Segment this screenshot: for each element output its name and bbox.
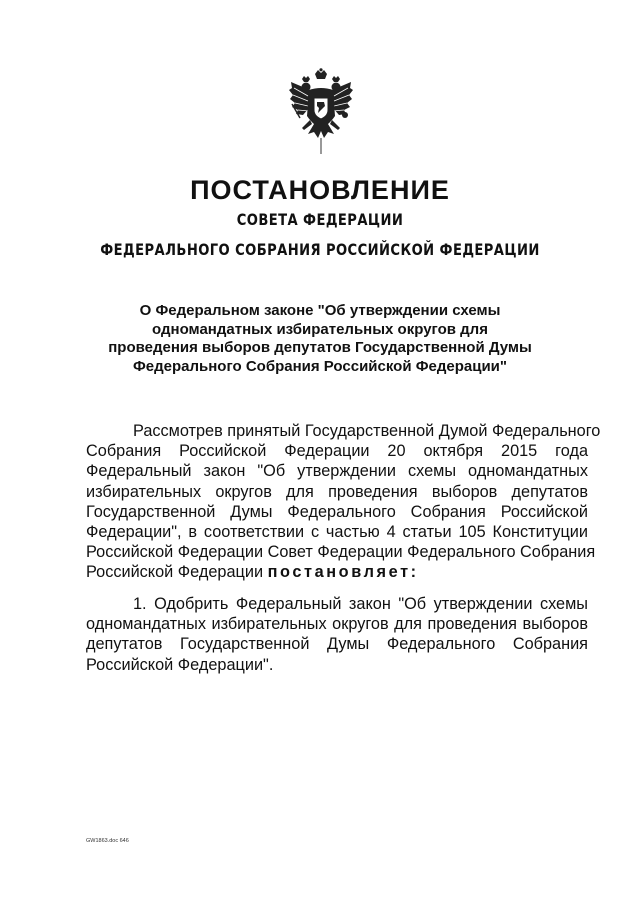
paragraph-line: Государственной Думы Федерального Собрания Российской: [86, 502, 588, 521]
paragraph-line: [86, 562, 588, 582]
paragraph-line: избирательных округов для проведения выборов депутатов: [86, 482, 588, 501]
document-code: GW1863.doc 646: [86, 838, 129, 844]
paragraph-line: Российской Федерации".: [86, 655, 274, 674]
resolves-keyword: постановляет:: [267, 563, 419, 582]
paragraph-line: Федерации", в соответствии с частью 4 статьи 105 Конституции: [86, 522, 588, 541]
paragraph-line: Федеральный закон "Об утверждении схемы одномандатных: [86, 462, 588, 481]
paragraph-line: депутатов Государственной Думы Федерального Собрания: [86, 635, 588, 654]
paragraph-text: Российской Федерации: [86, 563, 264, 582]
paragraph-line: Собрания Российской Федерации 20 октября 2015 года: [86, 442, 588, 461]
issuer-line-2: ФЕДЕРАЛЬНОГО СОБРАНИЯ РОССИЙСКОЙ ФЕДЕРАЦИИ: [100, 240, 540, 259]
subject-line: одномандатных избирательных округов для: [152, 320, 488, 338]
paragraph-line: Рассмотрев принятый Государственной Думой Федерального: [133, 422, 601, 440]
document-title: ПОСТАНОВЛЕНИЕ: [190, 175, 450, 205]
issuer-line-1: СОВЕТА ФЕДЕРАЦИИ: [236, 210, 404, 229]
paragraph-line: 1. Одобрить Федеральный закон "Об утверждении схемы: [133, 595, 588, 613]
subject-line: О Федеральном законе "Об утверждении схемы: [139, 302, 501, 319]
paragraph-line: Российской Федерации Совет Федерации Федерального Собрания: [86, 543, 596, 562]
russian-coat-of-arms-icon: [288, 68, 354, 156]
preamble-paragraph: [86, 421, 601, 583]
resolution-paragraph: [86, 594, 588, 675]
paragraph-line: одномандатных избирательных округов для проведения выборов: [86, 615, 588, 634]
document-subject: [0, 302, 640, 376]
subject-line: проведения выборов депутатов Государственной Думы: [108, 339, 532, 356]
subject-line: Федерального Собрания Российской Федерации": [132, 357, 508, 375]
